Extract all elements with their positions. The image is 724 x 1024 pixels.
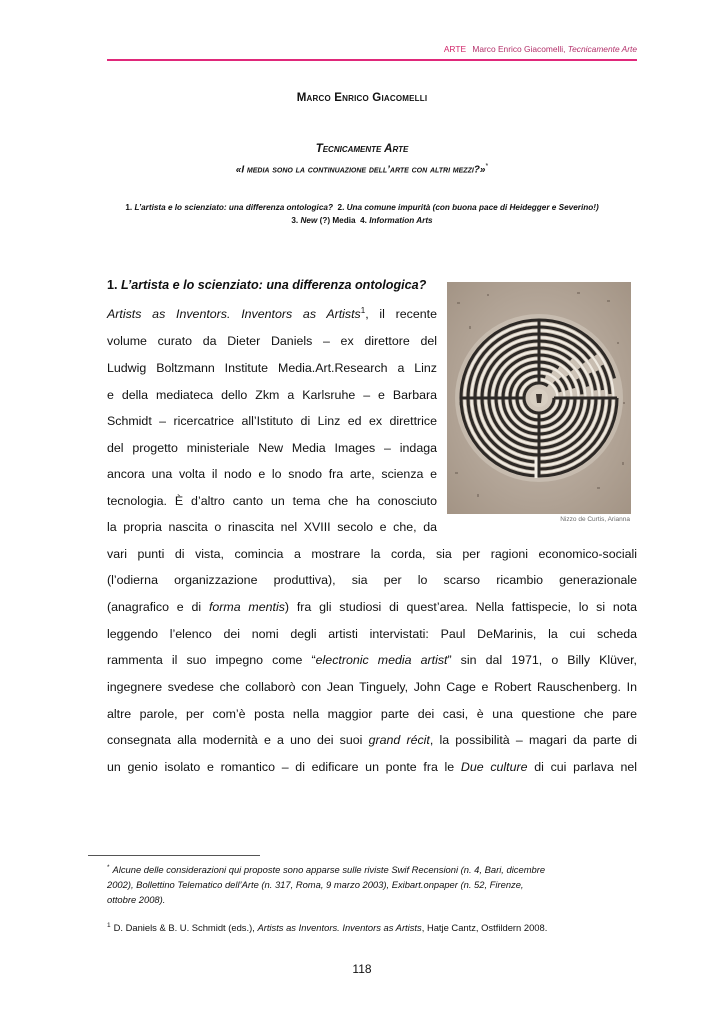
running-header-keyword: ARTE — [443, 44, 467, 54]
body-line-3: Ludwig Boltzmann Institute Media.Art.Research a Linz — [107, 361, 437, 375]
body-line-8: tecnologia. È d’altro canto un tema che ha conosciuto — [107, 494, 437, 508]
footnote-star-mark: * — [107, 864, 110, 871]
body-line-11: (l’odierna organizzazione produttiva), sia per lo scarso ricambio generazionale — [107, 573, 637, 587]
body-line-18 — [107, 759, 637, 775]
page-number: 118 — [352, 962, 372, 976]
body-line-18-italic: Due culture — [460, 760, 528, 774]
toc-item-1-text: L’artista e lo scienziato: una differenza ontologica? — [134, 203, 333, 212]
body-line-17-a: consegnata alla modernità e a uno dei suoi — [107, 733, 363, 747]
subtitle-footnote-mark: * — [485, 163, 489, 170]
toc-item-4-number: 4. — [360, 216, 367, 225]
toc-item-4-text: Information Arts — [369, 216, 433, 225]
subtitle-text: «I media sono la continuazione dell’arte con altri mezzi?» — [235, 164, 486, 176]
body-line-12-italic: forma mentis — [208, 600, 285, 614]
section-heading — [107, 278, 426, 292]
toc-item-2-text: Una comune impurità (con buona pace di Heidegger e Severino!) — [346, 203, 599, 212]
footnote-ref-1: 1 — [360, 305, 366, 315]
footnote-1-text-a: D. Daniels & B. U. Schmidt (eds.), — [113, 922, 255, 933]
author-name: Marco Enrico Giacomelli — [296, 92, 428, 104]
toc-line-1 — [0, 201, 724, 214]
body-line-1-text: , il recente — [365, 307, 437, 321]
body-line-17 — [107, 732, 637, 748]
footnote-star-line-3: ottobre 2008). — [107, 894, 166, 905]
body-line-16: altre parole, per com’è posta nella maggior parte dei casi, è una questione che pare — [107, 707, 637, 721]
body-line-18-a: un genio isolato e romantico – di edificare un ponte fra le — [107, 760, 455, 774]
body-line-6: del progetto ministeriale New Media Images – indaga — [107, 441, 437, 455]
body-line-12-c: ) fra gli studiosi di quest’area. Nella fattispecie, lo si nota — [284, 600, 637, 614]
body-line-13: leggendo l’elenco dei nomi degli artisti intervistati: Paul DeMarinis, la cui scheda — [107, 627, 637, 641]
body-line-18-c: di cui parlava nel — [534, 760, 637, 774]
body-line-12-a: (anagrafico e di — [107, 600, 202, 614]
footnote-1 — [107, 920, 637, 935]
footnote-1-text-c: , Hatje Cantz, Ostfildern 2008. — [421, 922, 548, 933]
footnote-star — [107, 862, 637, 907]
body-line-9: la propria nascita o rinascita nel XVIII secolo e che, da — [107, 520, 437, 534]
running-header-author: Marco Enrico Giacomelli, — [472, 44, 566, 54]
work-subtitle — [0, 163, 724, 175]
toc-item-3-text: (?) Media — [319, 216, 356, 225]
footnote-1-italic: Artists as Inventors. Inventors as Artists — [257, 922, 422, 933]
body-line-12 — [107, 599, 637, 615]
body-line-15: ingegnere svedese che collaborò con Jean Tinguely, John Cage e Robert Rauschenberg. In — [107, 680, 637, 694]
body-line-10: vari punti di vista, comincia a mostrare la corda, sia per ragioni economico-sociali — [107, 547, 637, 561]
toc-item-1-number: 1. — [125, 203, 133, 212]
body-line-17-c: , la possibilità – magari da parte di — [429, 733, 637, 747]
running-header-title: Tecnicamente Arte — [567, 44, 637, 54]
body-line-5: Schmidt – ricercatrice all’Istituto di Linz ed ex direttrice — [107, 414, 437, 428]
body-line-14-c: ” sin dal 1971, o Billy Klüver, — [447, 653, 637, 667]
toc-line-2 — [0, 214, 724, 227]
body-line-14-italic: electronic media artist — [315, 653, 448, 667]
header-rule — [107, 59, 637, 61]
footnote-star-text-1: Alcune delle considerazioni qui proposte sono apparse sulle riviste Swif Recensioni (n. 4, Bari, dicembre — [112, 864, 546, 875]
section-title: L’artista e lo scienziato: una differenza ontologica? — [121, 278, 427, 292]
section-number: 1. — [107, 278, 118, 292]
table-of-contents — [0, 201, 724, 227]
footnote-separator — [88, 855, 260, 856]
footnote-star-line-2: 2002), Bollettino Telematico dell’Arte (n. 317, Roma, 9 marzo 2003), Exibart.onpaper (n. 52, Firenze, — [107, 879, 524, 890]
body-line-14-a: rammenta il suo impegno come “ — [107, 653, 316, 667]
body-line-17-italic: grand récit — [368, 733, 430, 747]
body-line-7: ancora una volta il nodo e lo snodo fra arte, scienza e — [107, 467, 437, 481]
body-line-4: e della mediateca dello Zkm a Karlsruhe – e Barbara — [107, 388, 437, 402]
body-line-2: volume curato da Dieter Daniels – ex direttore del — [107, 334, 437, 348]
labyrinth-mosaic-illustration — [447, 282, 631, 514]
toc-item-3-text-italic: New — [300, 216, 318, 225]
figure-caption: Nizzo de Curtis, Arianna — [560, 516, 630, 523]
footnote-star-line-1 — [107, 862, 637, 877]
labyrinth-mosaic-image — [447, 282, 631, 514]
body-line-14 — [107, 652, 637, 668]
footnote-1-mark: 1 — [107, 922, 111, 929]
running-header — [444, 44, 637, 54]
toc-item-3-number: 3. — [291, 216, 299, 225]
body-line-1-italic: Artists as Inventors. Inventors as Artists — [107, 307, 361, 321]
toc-item-2-number: 2. — [337, 203, 345, 212]
work-title: Tecnicamente Arte — [315, 143, 409, 155]
body-line-1 — [107, 306, 437, 322]
